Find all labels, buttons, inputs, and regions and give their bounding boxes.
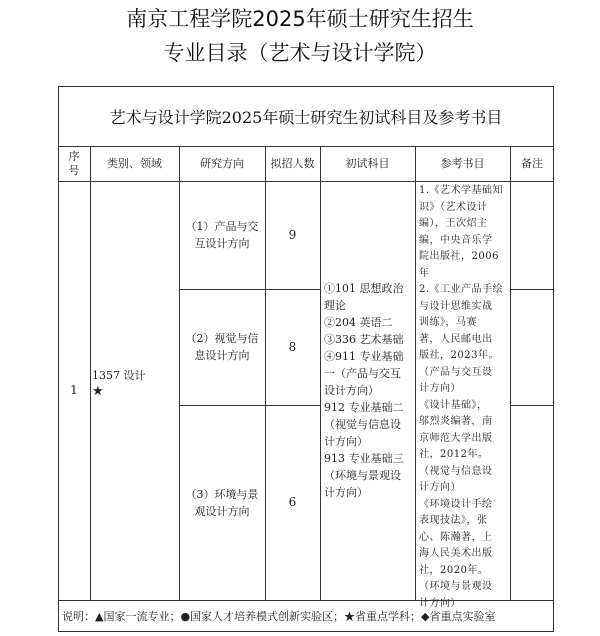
table-note: 说明：▲国家一流专业；●国家人才培养模式创新实验区；★省重点学科；◆省重点实验室 bbox=[62, 610, 496, 623]
header-exam: 初试科目 bbox=[345, 157, 390, 170]
exam-subject-line: 913 专业基础三 bbox=[324, 452, 404, 465]
reference-book-line: 年 bbox=[419, 267, 430, 279]
header-refs: 参考书目 bbox=[440, 157, 485, 170]
quota-3: 6 bbox=[288, 495, 297, 509]
direction-2 bbox=[179, 289, 265, 405]
reference-book-line: 计方向） bbox=[419, 597, 461, 609]
direction-1 bbox=[179, 181, 265, 289]
exam-subject-line: （视觉与信息设 bbox=[324, 418, 401, 431]
reference-book-line: 京师范大学出版 bbox=[419, 432, 493, 444]
row-divider bbox=[510, 405, 554, 406]
reference-book-line: 院出版社，2006 bbox=[419, 251, 499, 262]
header-direction: 研究方向 bbox=[200, 157, 244, 170]
reference-book-line: 编），王次炤主 bbox=[419, 218, 488, 229]
reference-book-line: 表现技法》，张 bbox=[419, 515, 488, 526]
reference-book-line: 《环境设计手绘 bbox=[419, 498, 493, 510]
exam-subject-line: ①101 思想政治 bbox=[324, 282, 404, 295]
exam-subject-line: 计方向） bbox=[324, 486, 368, 499]
reference-book-line: （产品与交互设 bbox=[419, 366, 493, 378]
header-quota: 拟招人数 bbox=[270, 157, 315, 170]
reference-book-line: 识》（艺术设计 bbox=[419, 201, 488, 213]
direction-3-line-1: （3）环境与景 bbox=[185, 487, 259, 501]
quota-1: 9 bbox=[288, 227, 297, 242]
reference-book-line: （环境与景观设 bbox=[419, 581, 493, 592]
reference-book-line: 计方向） bbox=[419, 482, 461, 493]
exam-subject-line: ④911 专业基础 bbox=[324, 350, 404, 363]
direction-3-line-2: 观设计方向 bbox=[194, 504, 250, 518]
reference-book-line: 版社，2023年。 bbox=[419, 350, 499, 361]
direction-1-line-1: （1）产品与交 bbox=[185, 220, 259, 233]
reference-book-line: 邬烈炎编著，南 bbox=[419, 416, 493, 427]
direction-3 bbox=[179, 405, 265, 600]
column-divider bbox=[510, 146, 511, 600]
column-divider bbox=[90, 146, 91, 600]
header-seq bbox=[58, 146, 90, 181]
key-discipline-star-icon: ★ bbox=[92, 384, 104, 399]
header-seq-line-2: 号 bbox=[68, 163, 80, 177]
reference-book-line: 与设计思维实战 bbox=[419, 300, 493, 312]
page-title-line-1: 南京工程学院2025年硕士研究生招生 bbox=[126, 7, 474, 31]
page-title-line-2: 专业目录（艺术与设计学院） bbox=[163, 41, 437, 65]
reference-book-line: 社，2012年。 bbox=[419, 449, 489, 460]
header-seq-line-1: 序 bbox=[68, 149, 80, 163]
direction-2-line-2: 息设计方向 bbox=[194, 349, 250, 362]
reference-book-line: 著，人民邮电出 bbox=[419, 333, 493, 345]
category-code: 1357 设计 bbox=[92, 369, 146, 382]
exam-subject-line: ③336 艺术基础 bbox=[324, 333, 404, 346]
reference-book-line: 计方向） bbox=[419, 383, 461, 394]
reference-book-line: 2.《工业产品手绘 bbox=[419, 284, 504, 295]
exam-subject-line: 一（产品与交互 bbox=[324, 367, 401, 380]
reference-book-line: 《设计基础》， bbox=[419, 399, 488, 411]
reference-book-line: 社，2020年。 bbox=[419, 564, 489, 576]
exam-subject-line: 理论 bbox=[324, 299, 346, 312]
reference-book-line: 1.《艺术学基础知 bbox=[419, 185, 504, 196]
reference-book-line: 编，中央音乐学 bbox=[419, 234, 493, 246]
category-cell bbox=[92, 368, 178, 408]
header-remark: 备注 bbox=[521, 157, 543, 170]
exam-subject-line: 计方向） bbox=[324, 435, 368, 448]
direction-1-line-2: 互设计方向 bbox=[194, 237, 250, 250]
reference-book-line: 海人民美术出版 bbox=[419, 548, 493, 559]
direction-2-line-1: （2）视觉与信 bbox=[185, 332, 259, 345]
header-category: 类别、领域 bbox=[107, 157, 162, 170]
quota-2: 8 bbox=[288, 339, 297, 354]
exam-subject-line: （环境与景观设 bbox=[324, 469, 401, 482]
table-title: 艺术与设计学院2025年硕士研究生初试科目及参考书目 bbox=[109, 107, 503, 127]
reference-book-line: 训练》，马赛 bbox=[419, 317, 477, 328]
reference-books bbox=[415, 181, 510, 609]
row-seq: 1 bbox=[70, 383, 78, 397]
exam-subject-line: 设计方向） bbox=[324, 384, 379, 397]
exam-subject-line: 912 专业基础二 bbox=[324, 401, 404, 414]
exam-subject-line: ②204 英语二 bbox=[324, 316, 393, 329]
row-divider bbox=[510, 289, 554, 290]
exam-subjects bbox=[320, 280, 415, 500]
reference-book-line: 心、陈瀚著，上 bbox=[419, 531, 493, 543]
reference-book-line: （视觉与信息设 bbox=[419, 465, 493, 477]
